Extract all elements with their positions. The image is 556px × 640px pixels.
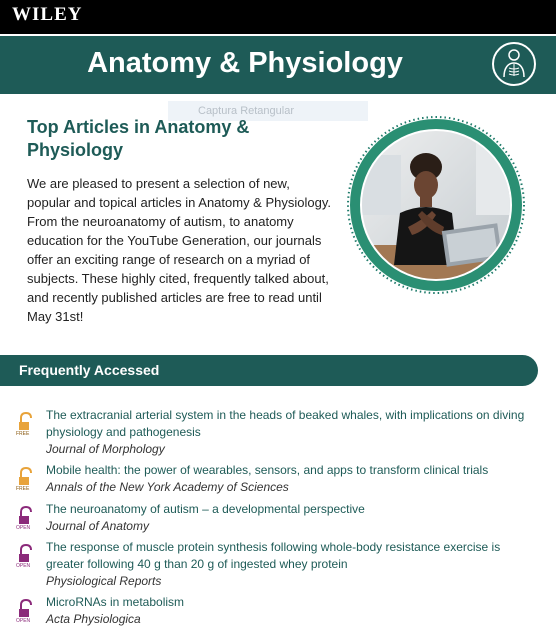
- article-title[interactable]: The neuroanatomy of autism – a developmental perspective: [46, 502, 365, 516]
- header-band: [0, 36, 556, 94]
- free-badge-label: FREE: [16, 486, 30, 491]
- page-title: Anatomy & Physiology: [87, 47, 403, 79]
- section-title: Frequently Accessed: [19, 362, 160, 378]
- article-journal: Acta Physiologica: [46, 612, 141, 626]
- article-journal: Journal of Anatomy: [46, 519, 149, 533]
- free-badge-label: FREE: [16, 431, 30, 436]
- article-journal: Journal of Morphology: [46, 442, 165, 456]
- open-access-icon: [16, 597, 38, 623]
- open-access-icon: [16, 504, 38, 530]
- open-access-icon: [16, 542, 38, 568]
- article-journal: Physiological Reports: [46, 574, 162, 588]
- article-title[interactable]: The response of muscle protein synthesis following whole-body resistance exercise is greater following 40 g than 20 g of ingested whey protein: [46, 540, 501, 571]
- section-bar: [0, 355, 538, 386]
- capture-tooltip: Captura Retangular: [168, 101, 368, 121]
- free-unlock-icon: [16, 465, 38, 491]
- feature-photo: [346, 115, 526, 295]
- article-title[interactable]: MicroRNAs in metabolism: [46, 595, 185, 609]
- article-title[interactable]: Mobile health: the power of wearables, sensors, and apps to transform clinical trials: [46, 463, 489, 477]
- open-badge-label: OPEN: [16, 618, 31, 623]
- article-title[interactable]: The extracranial arterial system in the heads of beaked whales, with implications on diving physiology and pathogenesis: [46, 408, 525, 439]
- wiley-logo[interactable]: WILEY: [12, 4, 83, 25]
- intro-heading: Top Articles in Anatomy & Physiology: [27, 117, 250, 160]
- top-bar: [0, 0, 556, 34]
- article-journal: Annals of the New York Academy of Sciences: [46, 480, 289, 494]
- anatomy-torso-icon: [492, 42, 536, 86]
- free-unlock-icon: [16, 410, 38, 436]
- open-badge-label: OPEN: [16, 563, 31, 568]
- intro-body: We are pleased to present a selection of new, popular and topical articles in Anatomy & Physiology. From the neuroanatomy of autism, to anatomy education for the YouTube Generation, our journals offer an exciting range of research on a myriad of subjects. These highly cited, frequently talked about, and recently published articles are free to read until May 31st!: [27, 176, 331, 324]
- open-badge-label: OPEN: [16, 525, 31, 530]
